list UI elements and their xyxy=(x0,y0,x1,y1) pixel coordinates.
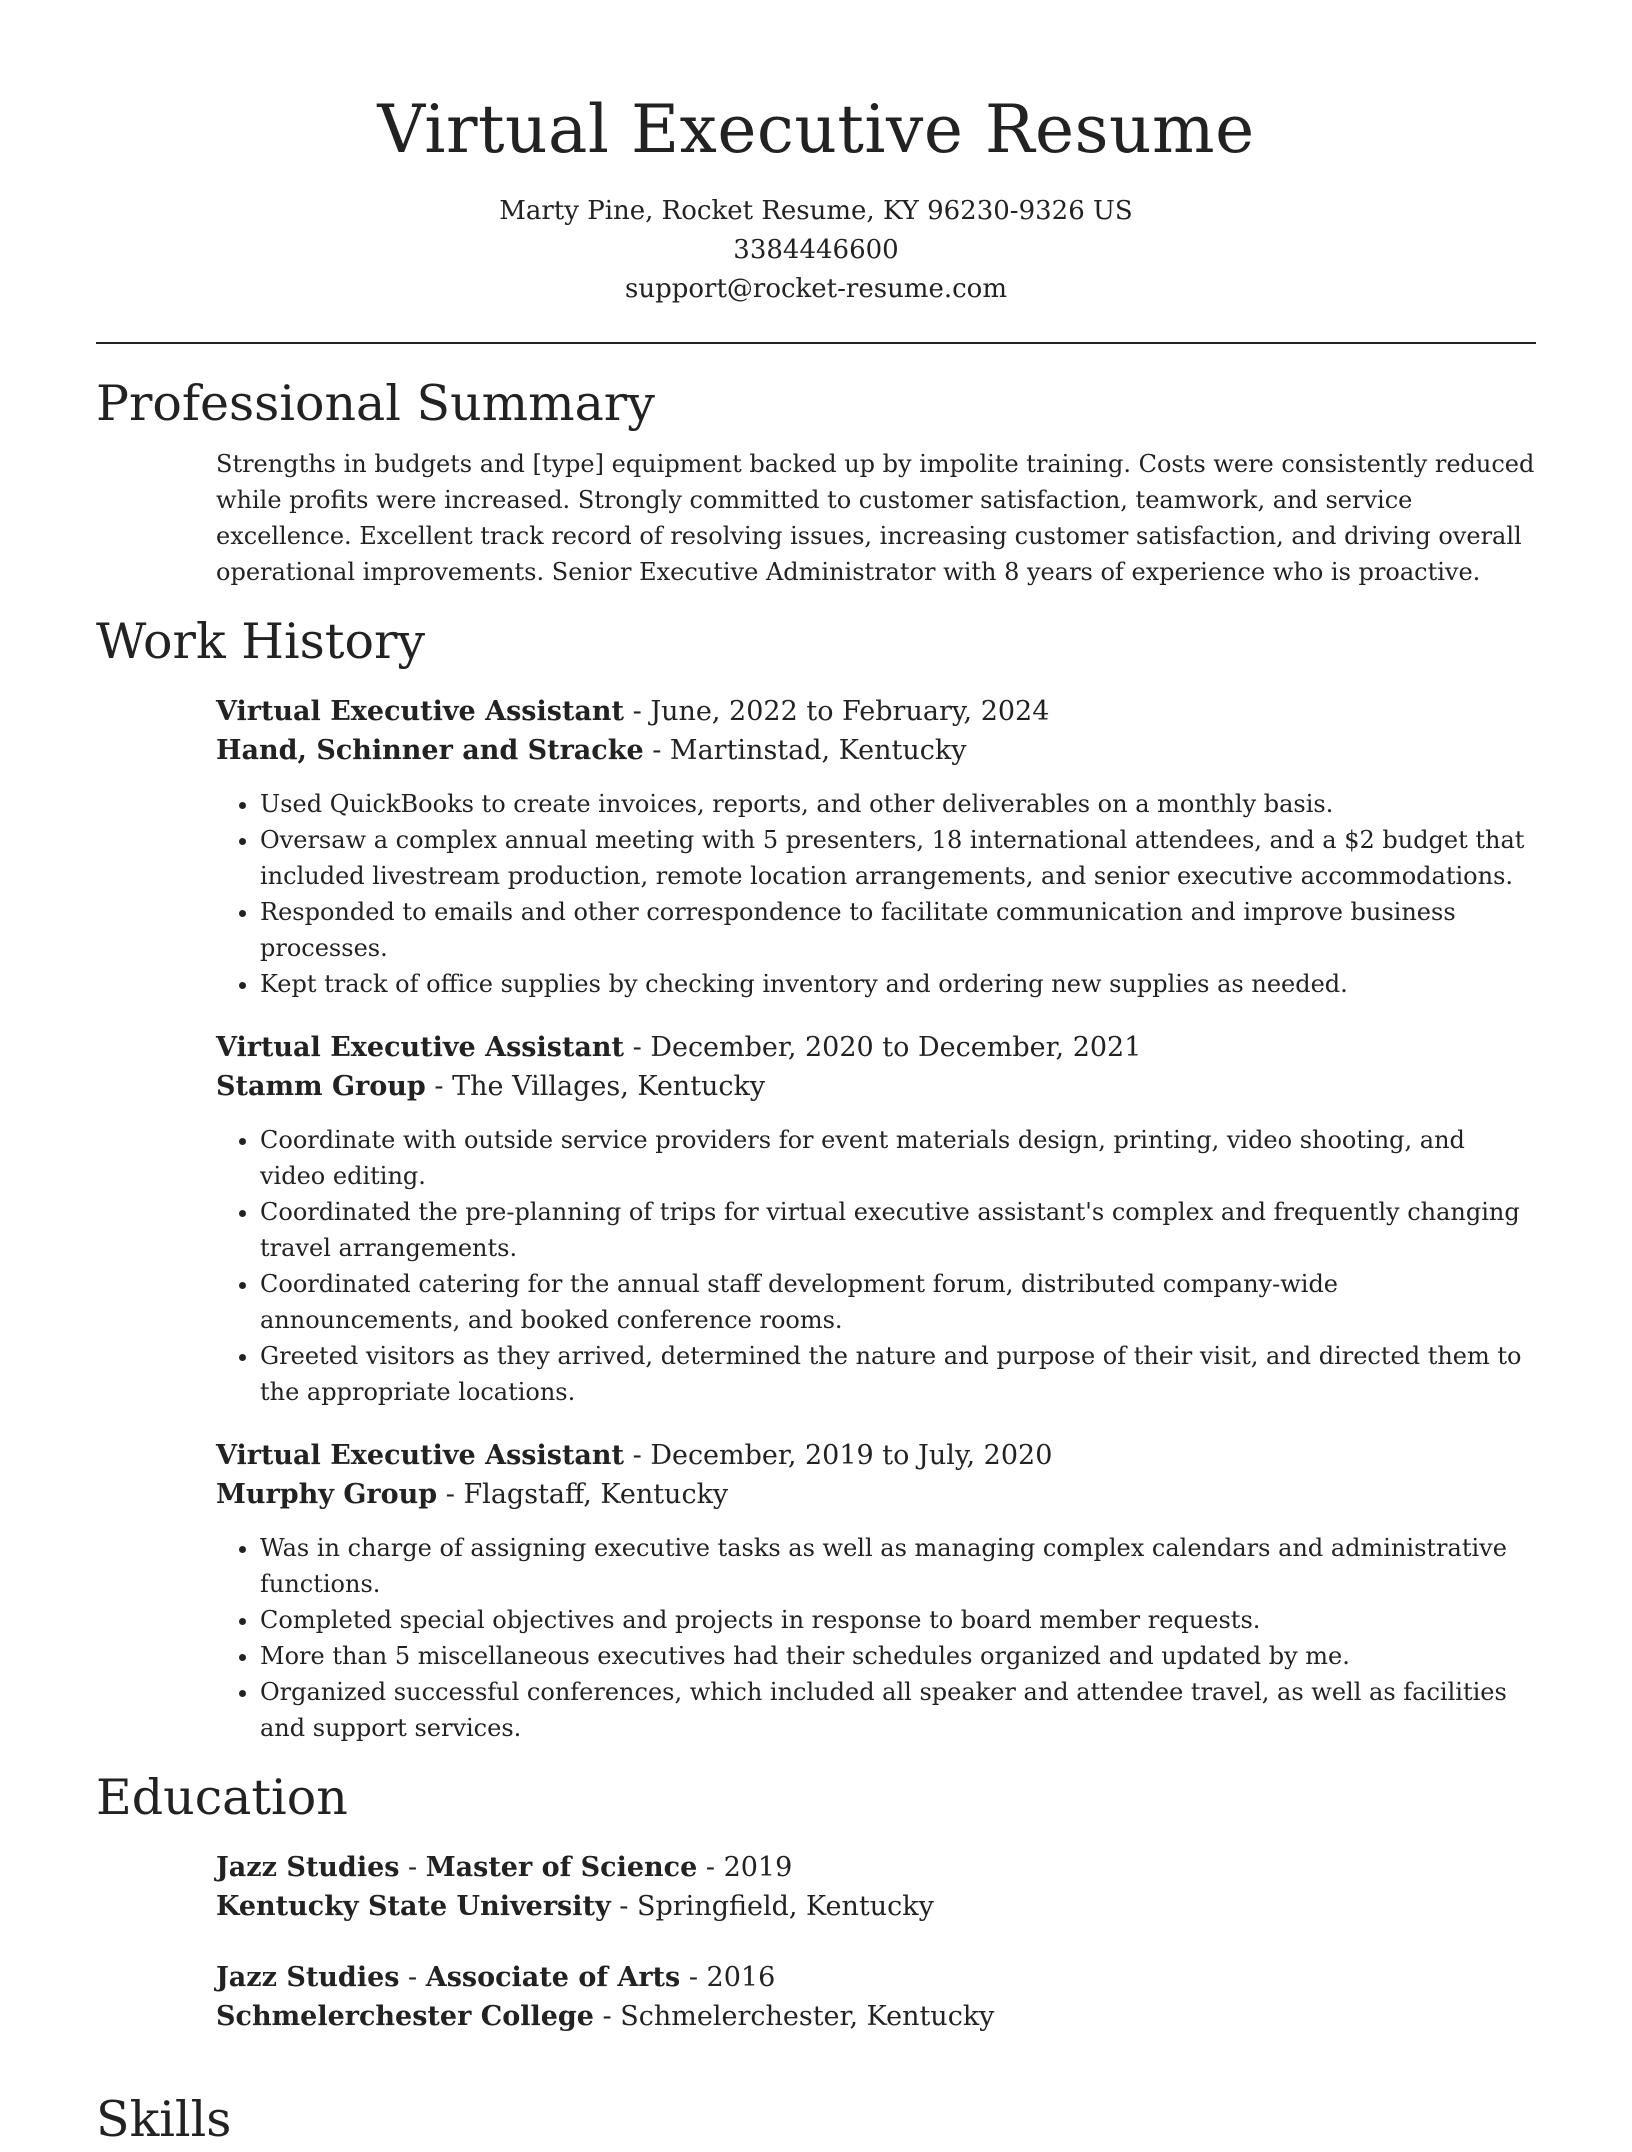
resume-title: Virtual Executive Resume xyxy=(377,91,1255,168)
list-item: • Kept track of office supplies by checking inventory and ordering new supplies as needed. xyxy=(260,966,1536,1002)
contact-email: support@rocket-resume.com xyxy=(624,274,1007,304)
education-school: Kentucky State University xyxy=(216,1891,611,1922)
education-field: Jazz Studies xyxy=(216,1962,400,1993)
education-school-line: Kentucky State University - Springfield, Kentucky xyxy=(216,1891,934,1922)
job-dates: June, 2022 to February, 2024 xyxy=(650,696,1050,727)
job-location: Flagstaff, Kentucky xyxy=(463,1479,729,1510)
education-entry xyxy=(216,1848,1536,1926)
list-item: • Oversaw a complex annual meeting with 5 presenters, 18 international attendees, and a $2 budget that included livestream production, remote location arrangements, and senior executive accommodations. xyxy=(260,822,1536,894)
education-year: 2019 xyxy=(723,1852,793,1883)
job-location: The Villages, Kentucky xyxy=(452,1071,766,1102)
list-item: • Coordinate with outside service providers for event materials design, printing, video shooting, and video editing. xyxy=(260,1122,1536,1194)
education-degree-line: Jazz Studies - Master of Science - 2019 xyxy=(216,1852,793,1883)
education-school-line: Schmelerchester College - Schmelerchester, Kentucky xyxy=(216,2001,995,2032)
job-title-line: Virtual Executive Assistant - December, 2019 to July, 2020 xyxy=(216,1440,1053,1471)
education-year: 2016 xyxy=(706,1962,776,1993)
education-degree: Associate of Arts xyxy=(425,1962,681,1993)
job-company-line: Murphy Group - Flagstaff, Kentucky xyxy=(216,1479,729,1510)
job-dates: December, 2020 to December, 2021 xyxy=(650,1032,1142,1063)
list-item: • More than 5 miscellaneous executives had their schedules organized and updated by me. xyxy=(260,1638,1536,1674)
list-item: • Greeted visitors as they arrived, determined the nature and purpose of their visit, and directed them to the appropriate locations. xyxy=(260,1338,1536,1410)
education-degree-line: Jazz Studies - Associate of Arts - 2016 xyxy=(216,1962,776,1993)
list-item: • Completed special objectives and projects in response to board member requests. xyxy=(260,1602,1536,1638)
job-bullets xyxy=(216,1530,1536,1746)
education-heading: Education xyxy=(96,1769,348,1826)
education-degree: Master of Science xyxy=(425,1852,698,1883)
job-title-line: Virtual Executive Assistant - June, 2022 to February, 2024 xyxy=(216,696,1050,727)
job-company-line: Stamm Group - The Villages, Kentucky xyxy=(216,1071,766,1102)
job-company: Hand, Schinner and Stracke xyxy=(216,735,644,766)
contact-phone: 3384446600 xyxy=(733,235,899,265)
resume-header xyxy=(96,0,1536,309)
job-company: Murphy Group xyxy=(216,1479,438,1510)
list-item: • Used QuickBooks to create invoices, reports, and other deliverables on a monthly basis. xyxy=(260,786,1536,822)
job-bullets xyxy=(216,1122,1536,1410)
job-company-line: Hand, Schinner and Stracke - Martinstad, Kentucky xyxy=(216,735,967,766)
skills-heading: Skills xyxy=(96,2091,232,2148)
list-item: • Was in charge of assigning executive tasks as well as managing complex calendars and administrative functions. xyxy=(260,1530,1536,1602)
list-item: • Responded to emails and other correspondence to facilitate communication and improve business processes. xyxy=(260,894,1536,966)
job-entry xyxy=(216,692,1536,1002)
education-field: Jazz Studies xyxy=(216,1852,400,1883)
job-title: Virtual Executive Assistant xyxy=(216,1440,625,1471)
education-location: Springfield, Kentucky xyxy=(636,1891,934,1922)
contact-address: Marty Pine, Rocket Resume, KY 96230-9326 US xyxy=(499,196,1133,226)
summary-heading: Professional Summary xyxy=(96,375,655,432)
job-location: Martinstad, Kentucky xyxy=(669,735,967,766)
education-location: Schmelerchester, Kentucky xyxy=(620,2001,995,2032)
list-item: • Organized successful conferences, which included all speaker and attendee travel, as well as facilities and support services. xyxy=(260,1674,1536,1746)
summary-text: Strengths in budgets and [type] equipment backed up by impolite training. Costs were consistently reduced while profits were increased. Strongly committed to customer satisfaction, teamwork, and service excellence. Excellent track record of resolving issues, increasing customer satisfaction, and driving overall operational improvements. Senior Executive Administrator with 8 years of experience who is proactive. xyxy=(216,450,1535,586)
job-title: Virtual Executive Assistant xyxy=(216,1032,625,1063)
job-company: Stamm Group xyxy=(216,1071,426,1102)
job-entry xyxy=(216,1028,1536,1410)
header-divider xyxy=(96,342,1536,344)
list-item: • Coordinated catering for the annual staff development forum, distributed company-wide announcements, and booked conference rooms. xyxy=(260,1266,1536,1338)
job-bullets xyxy=(216,786,1536,1002)
resume-page xyxy=(96,0,1536,2148)
job-entry xyxy=(216,1436,1536,1746)
job-title: Virtual Executive Assistant xyxy=(216,696,625,727)
work-history-heading: Work History xyxy=(96,613,426,670)
job-title-line: Virtual Executive Assistant - December, 2020 to December, 2021 xyxy=(216,1032,1142,1063)
job-dates: December, 2019 to July, 2020 xyxy=(650,1440,1053,1471)
education-school: Schmelerchester College xyxy=(216,2001,594,2032)
list-item: • Coordinated the pre-planning of trips for virtual executive assistant's complex and frequently changing travel arrangements. xyxy=(260,1194,1536,1266)
education-entry xyxy=(216,1958,1536,2036)
contact-block xyxy=(96,192,1536,309)
